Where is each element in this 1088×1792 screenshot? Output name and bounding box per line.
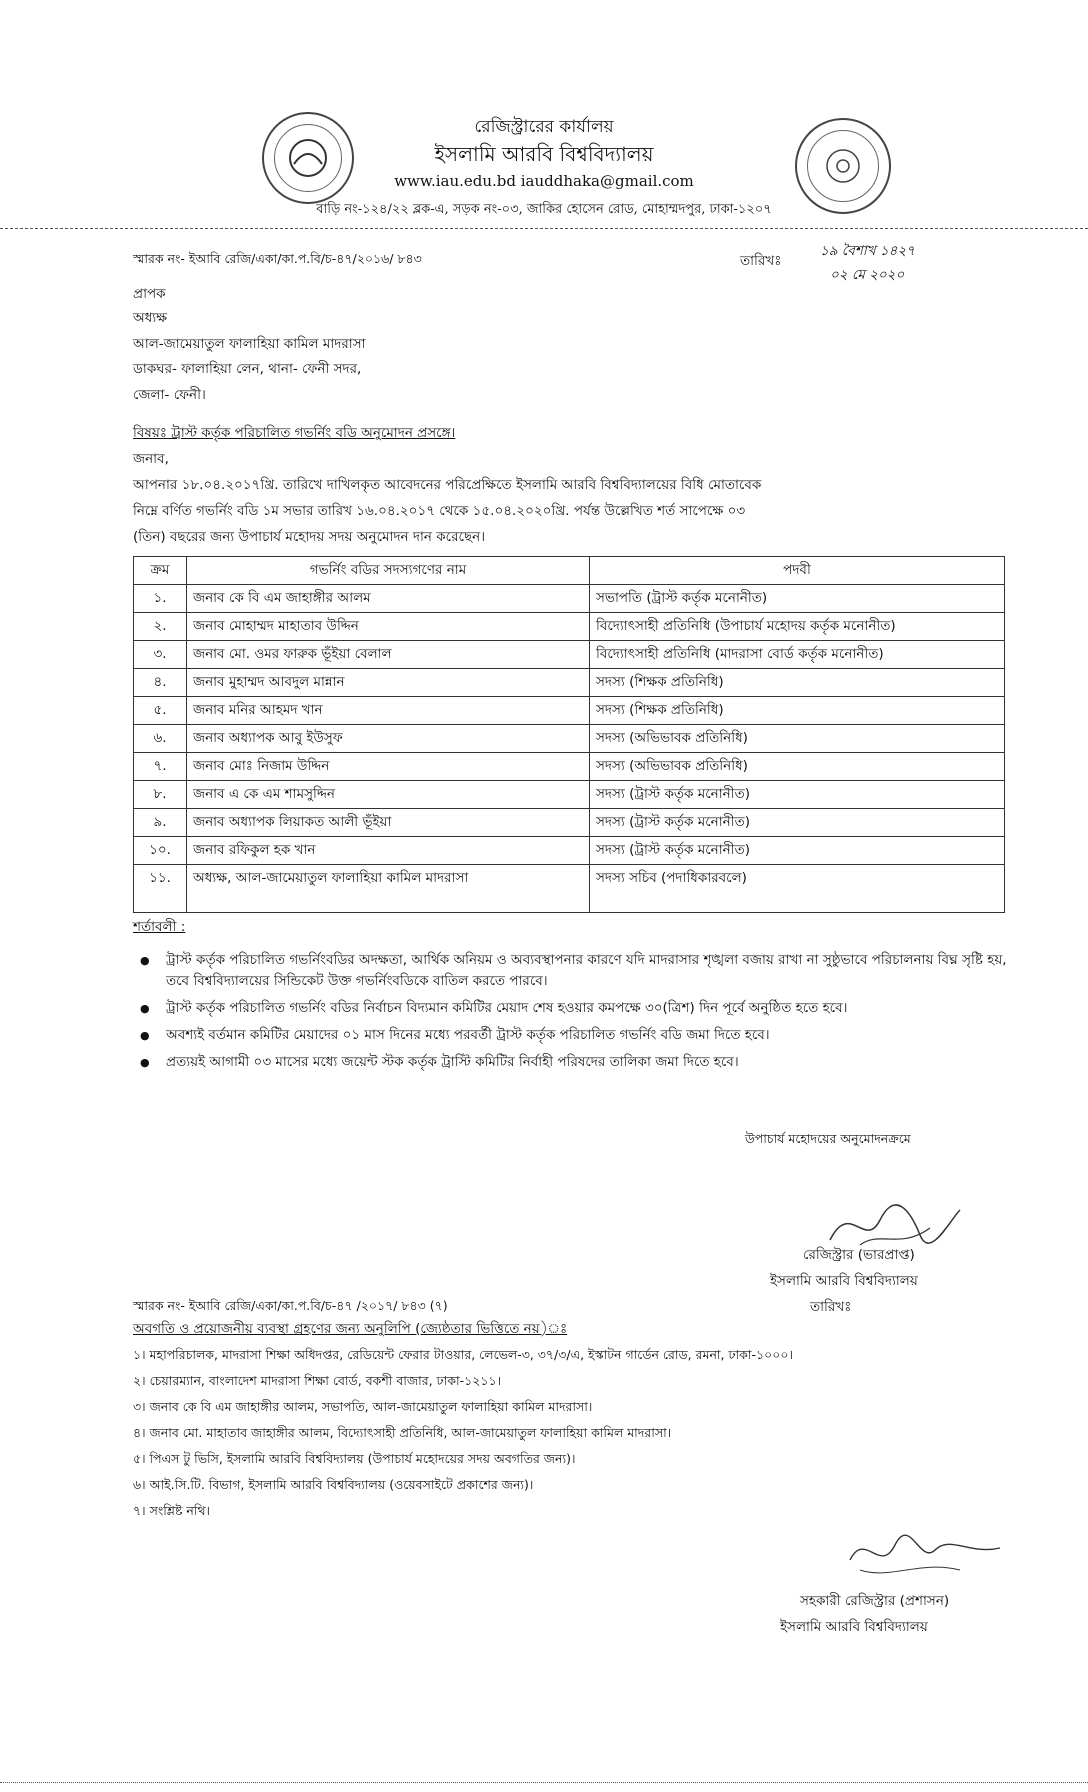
row-serial: ১০. [134, 837, 187, 865]
row-name: জনাব কে বি এম জাহাঙ্গীর আলম [187, 585, 590, 613]
recipient-district: জেলা- ফেনী। [133, 387, 206, 403]
row-serial: ৫. [134, 697, 187, 725]
row-name: জনাব মনির আহমদ খান [187, 697, 590, 725]
condition-item: ● অবশ্যই বর্তমান কমিটির মেয়াদের ০১ মাস দিনের মধ্যে পরবর্তী ট্রাস্ট কর্তৃক পরিচালিত গভর্নিং বডি জমা দিতে হবে। [140, 1025, 1010, 1046]
row-designation: সদস্য (ট্রাস্ট কর্তৃক মনোনীত) [590, 837, 1005, 865]
memo-ref: স্মারক নং- ইআবি রেজি/একা/কা.প.বি/চ-৪৭/২০১৬/ ৮৪৩ [133, 251, 422, 266]
col-member-name: গভর্নিং বডির সদস্যগণের নাম [187, 557, 590, 585]
condition-item: ● প্রত্যয়ই আগামী ০৩ মাসের মধ্যে জয়েন্ট স্টক কর্তৃক ট্রাস্টি কমিটির নির্বাহী পরিষদের তালিকা জমা দিতে হবে। [140, 1052, 1010, 1073]
row-serial: ৩. [134, 641, 187, 669]
row-designation: সদস্য সচিব (পদাধিকারবলে) [590, 865, 1005, 913]
row-name: অধ্যক্ষ, আল-জামেয়াতুল ফালাহিয়া কামিল মাদরাসা [187, 865, 590, 913]
table-row [134, 697, 1005, 725]
copy-item: ৫। পিএস টু ভিসি, ইসলামি আরবি বিশ্ববিদ্যালয় (উপাচার্য মহোদয়ের সদয় অবগতির জন্য)। [133, 1451, 576, 1466]
row-name: জনাব মুহাম্মদ আবদুল মান্নান [187, 669, 590, 697]
copy-list [133, 1345, 793, 1521]
row-designation: সদস্য (অভিভাবক প্রতিনিধি) [590, 753, 1005, 781]
subject-line: বিষয়ঃ ট্রাস্ট কর্তৃক পরিচালিত গভর্নিং বডি অনুমোদন প্রসঙ্গে। [133, 425, 456, 441]
copy-item: ১। মহাপরিচালক, মাদরাসা শিক্ষা অধিদপ্তর, রেডিয়েন্ট ফেরার টাওয়ার, লেভেল-৩, ৩৭/৩/এ, ইস্কাটন গার্ডেন রোড, রমনা, ঢাকা-১০০০। [133, 1347, 794, 1362]
address: বাড়ি নং-১২৪/২২ ব্লক-এ, সড়ক নং-০৩, জাকির হোসেন রোড, মোহাম্মদপুর, ঢাকা-১২০৭ [316, 202, 772, 217]
conditions-title: শর্তাবলী : [133, 919, 186, 935]
row-designation: সদস্য (ট্রাস্ট কর্তৃক মনোনীত) [590, 809, 1005, 837]
memo2-ref: স্মারক নং- ইআবি রেজি/একা/কা.প.বি/চ-৪৭ /২০১৭/ ৮৪৩ (৭) [133, 1298, 448, 1313]
recipient-to: প্রাপক [133, 286, 166, 302]
row-name: জনাব মো. ওমর ফারুক ভূঁইয়া বেলাল [187, 641, 590, 669]
body-line-2: নিম্নে বর্ণিত গভর্নিং বডি ১ম সভার তারিখ ১৬.০৪.২০১৭ থেকে ১৫.০৪.২০২০খ্রি. পর্যন্ত উল্লেখিত শর্ত সাপেক্ষে ০৩ [133, 503, 746, 519]
row-designation: বিদ্যোৎসাহী প্রতিনিধি (মাদরাসা বোর্ড কর্তৃক মনোনীত) [590, 641, 1005, 669]
row-serial: ১. [134, 585, 187, 613]
table-row [134, 641, 1005, 669]
row-name: জনাব মোহাম্মদ মাহাতাব উদ্দিন [187, 613, 590, 641]
row-serial: ৬. [134, 725, 187, 753]
university-name: ইসলামি আরবি বিশ্ববিদ্যালয় [434, 142, 654, 166]
table-row [134, 725, 1005, 753]
date-label: তারিখঃ [740, 253, 782, 269]
row-designation: সদস্য (ট্রাস্ট কর্তৃক মনোনীত) [590, 781, 1005, 809]
copy-item: ৩। জনাব কে বি এম জাহাঙ্গীর আলম, সভাপতি, আল-জামেয়াতুল ফালাহিয়া কামিল মাদরাসা। [133, 1399, 593, 1414]
row-designation: সদস্য (শিক্ষক প্রতিনিধি) [590, 669, 1005, 697]
copy-item: ৪। জনাব মো. মাহাতাব জাহাঙ্গীর আলম, বিদ্যোৎসাহী প্রতিনিধি, আল-জামেয়াতুল ফালাহিয়া কামিল মাদরাসা। [133, 1425, 672, 1440]
header-divider [0, 228, 1088, 229]
row-designation: সদস্য (অভিভাবক প্রতিনিধি) [590, 725, 1005, 753]
web-email: www.iau.edu.bd iauddhaka@gmail.com [394, 172, 694, 190]
date-bengali: ১৯ বৈশাখ ১৪২৭ [820, 243, 915, 259]
footer-divider [0, 1782, 1088, 1783]
body-line-3: (তিন) বছরের জন্য উপাচার্য মহোদয় সদয় অনুমোদন দান করেছেন। [133, 529, 486, 545]
governing-body-table [133, 556, 1005, 913]
table-row [134, 809, 1005, 837]
col-designation: পদবী [590, 557, 1005, 585]
row-serial: ৯. [134, 809, 187, 837]
copy-item: ৬। আই.সি.টি. বিভাগ, ইসলামি আরবি বিশ্ববিদ্যালয় (ওয়েবসাইটে প্রকাশের জন্য)। [133, 1477, 534, 1492]
registrar-title: রেজিস্ট্রার (ভারপ্রাপ্ত) [803, 1247, 915, 1263]
memo2-heading: অবগতি ও প্রয়োজনীয় ব্যবস্থা গ্রহণের জন্য অনুলিপি (জ্যেষ্ঠতার ভিত্তিতে নয়)ঃ [133, 1321, 568, 1337]
row-serial: ১১. [134, 865, 187, 913]
row-serial: ৭. [134, 753, 187, 781]
row-serial: ২. [134, 613, 187, 641]
table-row [134, 837, 1005, 865]
table-row [134, 753, 1005, 781]
table-row [134, 669, 1005, 697]
office-name: রেজিস্ট্রারের কার্যালয় [474, 117, 614, 137]
row-name: জনাব রফিকুল হক খান [187, 837, 590, 865]
table-row [134, 781, 1005, 809]
copy-item: ৭। সংশ্লিষ্ট নথি। [133, 1503, 211, 1518]
row-serial: ৪. [134, 669, 187, 697]
signature-assistant-registrar [840, 1520, 1010, 1590]
approval-note: উপাচার্য মহোদয়ের অনুমোদনক্রমে [745, 1131, 911, 1146]
row-designation: সভাপতি (ট্রাস্ট কর্তৃক মনোনীত) [590, 585, 1005, 613]
date-english: ০২ মে ২০২০ [830, 267, 905, 283]
recipient-institute: আল-জামেয়াতুল ফালাহিয়া কামিল মাদরাসা [133, 336, 366, 352]
registrar-org: ইসলামি আরবি বিশ্ববিদ্যালয় [770, 1273, 918, 1289]
row-name: জনাব মোঃ নিজাম উদ্দিন [187, 753, 590, 781]
assistant-registrar-org: ইসলামি আরবি বিশ্ববিদ্যালয় [780, 1619, 928, 1635]
row-serial: ৮. [134, 781, 187, 809]
copy-item: ২। চেয়ারম্যান, বাংলাদেশ মাদরাসা শিক্ষা বোর্ড, বকশী বাজার, ঢাকা-১২১১। [133, 1373, 502, 1388]
body-line-1: আপনার ১৮.০৪.২০১৭খ্রি. তারিখে দাখিলকৃত আবেদনের পরিপ্রেক্ষিতে ইসলামি আরবি বিশ্ববিদ্যালয়ের বিধি মোতাবেক [133, 477, 762, 493]
row-name: জনাব এ কে এম শামসুদ্দিন [187, 781, 590, 809]
assistant-registrar-title: সহকারী রেজিস্ট্রার (প্রশাসন) [800, 1593, 950, 1609]
row-designation: বিদ্যোৎসাহী প্রতিনিধি (উপাচার্য মহোদয় কর্তৃক মনোনীত) [590, 613, 1005, 641]
row-name: জনাব অধ্যাপক লিয়াকত আলী ভূঁইয়া [187, 809, 590, 837]
conditions-list [140, 950, 1010, 1079]
registrar-date-label: তারিখঃ [810, 1299, 852, 1315]
row-name: জনাব অধ্যাপক আবু ইউসুফ [187, 725, 590, 753]
condition-item: ● ট্রাস্ট কর্তৃক পরিচালিত গভর্নিং বডির নির্বাচন বিদ্যমান কমিটির মেয়াদ শেষ হওয়ার কমপক্ষে ৩০(ত্রিশ) দিন পূর্বে অনুষ্ঠিত হতে হবে। [140, 998, 1010, 1019]
row-designation: সদস্য (শিক্ষক প্রতিনিধি) [590, 697, 1005, 725]
col-serial: ক্রম [134, 557, 187, 585]
table-row [134, 585, 1005, 613]
condition-item: ● ট্রাস্ট কর্তৃক পরিচালিত গভর্নিংবডির অদক্ষতা, আর্থিক অনিয়ম ও অব্যবস্থাপনার কারণে যদি মাদরাসার শৃঙ্খলা বজায় রাখা না সুষ্ঠুভাবে পরিচালনায় বিঘ্ন সৃষ্টি হয়, তবে বিশ্ববিদ্যালয়ের সিন্ডিকেট উক্ত গভর্নিংবডিকে বাতিল করতে পারবে। [140, 950, 1010, 992]
recipient-post: ডাকঘর- ফালাহিয়া লেন, থানা- ফেনী সদর, [133, 361, 362, 377]
table-row [134, 613, 1005, 641]
table-header-row [134, 557, 1005, 585]
recipient-title: অধ্যক্ষ [133, 310, 168, 326]
salutation: জনাব, [133, 451, 169, 467]
table-row [134, 865, 1005, 913]
